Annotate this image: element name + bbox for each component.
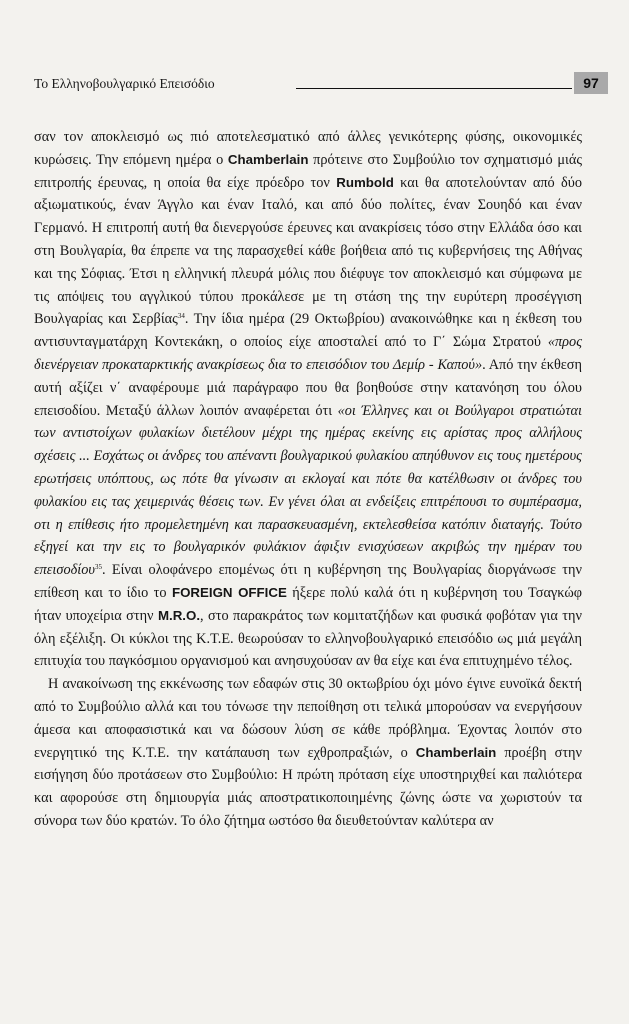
text-run: πρότεινε στο Συμβούλιο τον σχηματισμό μιάς επιτροπής έρευνας, η οποία θα είχε πρόεδρο τον bbox=[34, 151, 582, 191]
text-run: . Από την έκθεση αυτή αξίζει ν΄ αναφέρουμε μιά παράγραφο που θα βοηθούσε στην κατανόηση του όλου επεισοδίου. Μεταξύ άλλων λοιπόν αναφέρεται ότι bbox=[34, 356, 582, 419]
text-run: προέβη στην εισήγηση δύο προτάσεων στο Συμβούλιο: Η πρώτη πρόταση είχε υποστηριχθεί και παλιότερα και αφορούσε στη δημιουργία μιάς αποστρατικοποιημένης ζώνης ώστε να χωριστούν τα σύνορα των δύο κρατών. Το όλο ζήτημα ωστόσο θα διευθετούνταν καλύτερα αν bbox=[34, 744, 583, 829]
running-title: Το Ελληνοβουλγαρικό Επεισόδιο bbox=[34, 76, 215, 91]
quotation: «προς διενέργειαν προκαταρκτικής ανακρίσεως δια το επεισόδιον του Δεμίρ - Καπού» bbox=[34, 334, 582, 373]
running-header bbox=[34, 72, 606, 96]
person-name: Chamberlain bbox=[415, 744, 497, 760]
page-number: 97 bbox=[574, 72, 608, 94]
header-rule bbox=[296, 88, 572, 89]
footnote-ref: 35 bbox=[94, 563, 102, 572]
text-run: . Είναι ολοφάνερο επομένως ότι η κυβέρνηση της Βουλγαρίας διοργάνωσε την επίθεση και το ίδιο το bbox=[34, 562, 582, 601]
person-name: Chamberlain bbox=[227, 151, 309, 167]
organization-name: FOREIGN OFFICE bbox=[171, 584, 287, 600]
person-name: Rumbold bbox=[336, 174, 394, 190]
text-run: σαν τον αποκλεισμό ως πιό αποτελεσματικό από άλλες γενικότερης φύσης, οικονομικές κυρώσεις. Την επόμενη ημέρα ο bbox=[34, 129, 582, 168]
text-run: ήξερε πολύ καλά ότι η κυβέρνηση του Τσαγκώφ ήταν υποχείρια στην bbox=[34, 584, 582, 624]
text-run: , στο παρακράτος των κομιτατζήδων και φυσικά φοβόταν για την όλη εξέλιξη. Οι κύκλοι της Κ.Τ.Ε. θεωρούσαν το ελληνοβουλγαρικό επεισόδιο ως μιά μεγάλη επιτυχία του παγκόσμιου οργανισμού και ανησυχούσαν αν θα είχε και ένα επιτυχημένο τέλος. bbox=[34, 607, 582, 670]
footnote-ref: 34 bbox=[177, 312, 185, 321]
text-run: Η ανακοίνωση της εκκένωσης των εδαφών στις 30 οκτωβρίου όχι μόνο έγινε ευνοϊκά δεκτή από το Συμβούλιο αλλά και του τόνωσε την πεποίθηση οτι τελικά μπορούσαν να ενεργήσουν άμεσα και αποφασιστικά και να δώσουν λύση σε κάθε πρόβλημα. Έχοντας λοιπόν στο ενεργητικό της Κ.Τ.Ε. την κατάπαυση των εχθροπραξιών, ο bbox=[34, 676, 582, 761]
body-text bbox=[34, 126, 582, 833]
text-run: και θα αποτελούνταν από δύο αξιωματικούς, έναν Άγγλο και έναν Ιταλό, και από δύο πολίτες, έναν Σουηδό και έναν Γερμανό. Η επιτροπή αυτή θα διενεργούσε έρευνες και ανακρίσεις τόσο στην Ελλάδα όσο και στη Βουλγαρία, θα έπρεπε να της παρασχεθεί κάθε βοήθεια από τις κυβερνήσεις της Αθήνας και της Σόφιας. Έτσι η ελληνική πλευρά μόλις που διέφυγε τον αποκλεισμό και σύμφωνα με τις απόψεις του αγγλικού τύπου προκάλεσε με τη στάση της την ευρύτερη προσέγγιση Βουλγαρίας και Σερβίας bbox=[34, 174, 582, 328]
quotation: «οι Έλληνες και οι Βούλγαροι στρατιώται των αντιστοίχων φυλακίων διετέλουν μέχρι της ημέρας εκείνης εις αρίστας προς αλλήλους σχέσεις ... Εσχάτως οι άνδρες του απέναντι βουλγαρικού φυλακίου απηύθυνον εις τους ημετέρους ερωτήσεις υπόπτους, ως πότε θα γίνωσιν αι εκλογαί και πότε θα κατέλθωσιν οι άνδρες του φυλακίου εις τας χειμερινάς θέσεις των. Εν γένει όλαι αι ενδείξεις επιτρέπουσι το συμπέρασμα, οτι η επίθεσις ήτο προμελετημένη και παρασκευασμένη, εκτελεσθείσα κατόπιν διαταγής. Τούτο εξηγεί και την εις το βουλγαρικόν φυλάκιον άφιξιν ενισχύσεων ακριβώς την ημέραν του επεισοδίου bbox=[34, 402, 582, 579]
paragraph-2 bbox=[34, 673, 582, 833]
text-run: . Την ίδια ημέρα (29 Οκτωβρίου) ανακοινώθηκε και η έκθεση του αντισυνταγματάρχη Κοντεκάκη, ο οποίος είχε αποσταλεί από το Γ΄ Σώμα Στρατού bbox=[34, 311, 582, 351]
organization-name: M.R.O. bbox=[157, 607, 201, 623]
paragraph-1 bbox=[34, 126, 582, 673]
